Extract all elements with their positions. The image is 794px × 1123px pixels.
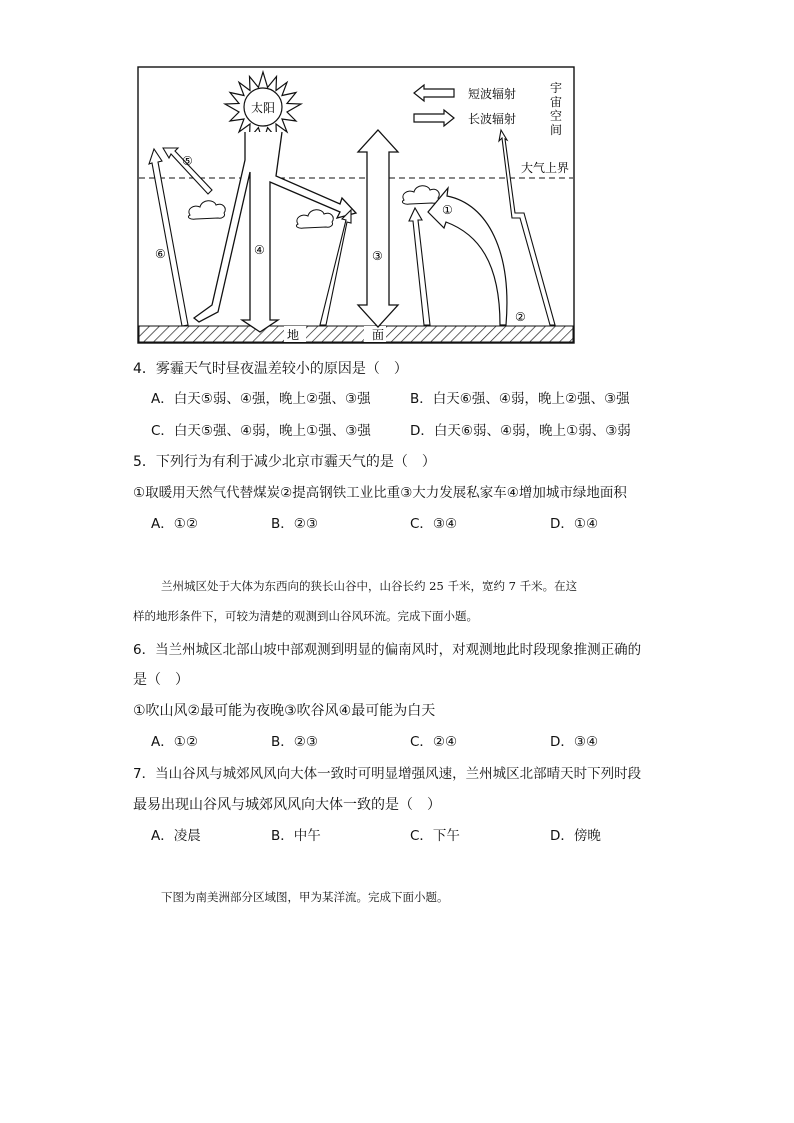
arrow-1-curved bbox=[428, 188, 507, 325]
arrow-ground-to-right-cloud bbox=[409, 208, 430, 325]
q6-option-b[interactable]: B．②③ bbox=[271, 734, 318, 750]
legend-long-wave bbox=[414, 110, 516, 126]
q7-option-a[interactable]: A．凌晨 bbox=[151, 828, 201, 844]
q5-stem: 5．下列行为有利于减少北京市霾天气的是（ ） bbox=[133, 454, 436, 470]
ground-hatch bbox=[139, 326, 573, 342]
passage-south-america: 下图为南美洲部分区域图，甲为某洋流。完成下面小题。 bbox=[161, 890, 449, 904]
sun-label: 太阳 bbox=[251, 101, 276, 115]
space-label-1: 宇 bbox=[550, 81, 563, 95]
q7-option-d[interactable]: D．傍晚 bbox=[550, 828, 601, 844]
cloud-middle-icon bbox=[296, 210, 333, 228]
q5-items: ①取暖用天然气代替煤炭②提高钢铁工业比重③大力发展私家车④增加城市绿地面积 bbox=[133, 485, 627, 501]
q6-option-a[interactable]: A．①② bbox=[151, 734, 198, 750]
arrow-3-double bbox=[358, 130, 398, 327]
q4-option-a[interactable]: A．白天⑤弱、④强，晚上②强、③强 bbox=[151, 391, 371, 407]
ground-label-right: 面 bbox=[372, 328, 385, 342]
q5-option-a[interactable]: A．①② bbox=[151, 516, 198, 532]
marker-2: ② bbox=[515, 310, 526, 324]
marker-4: ④ bbox=[254, 243, 265, 257]
q6-stem-line2: 是（ ） bbox=[133, 672, 189, 688]
cloud-left-icon bbox=[188, 201, 225, 219]
radiation-diagram bbox=[0, 0, 794, 360]
space-label-3: 空 bbox=[550, 109, 563, 123]
marker-5: ⑤ bbox=[182, 154, 193, 168]
cloud-right-icon bbox=[402, 186, 439, 204]
space-label-4: 间 bbox=[550, 123, 563, 137]
marker-6: ⑥ bbox=[155, 247, 166, 261]
ground-label-left: 地 bbox=[287, 328, 300, 342]
arrow-6-ground-radiation bbox=[149, 149, 188, 326]
solar-radiation-trunk bbox=[194, 132, 356, 332]
legend-short-wave bbox=[414, 85, 516, 101]
marker-3: ③ bbox=[372, 249, 383, 263]
legend-long-label: 长波辐射 bbox=[468, 112, 517, 126]
q6-option-d[interactable]: D．③④ bbox=[550, 734, 599, 750]
q7-option-b[interactable]: B．中午 bbox=[271, 828, 321, 844]
sun-icon bbox=[225, 72, 301, 142]
space-label-2: 宙 bbox=[550, 95, 563, 109]
legend-short-label: 短波辐射 bbox=[468, 87, 517, 101]
q7-stem-line2: 最易出现山谷风与城郊风风向大体一致的是（ ） bbox=[133, 797, 441, 813]
marker-1: ① bbox=[442, 203, 453, 217]
q5-option-d[interactable]: D．①④ bbox=[550, 516, 599, 532]
passage-lanzhou-line1: 兰州城区处于大体为东西向的狭长山谷中，山谷长约 25 千米，宽约 7 千米。在这 bbox=[161, 579, 578, 593]
q4-stem: 4．雾霾天气时昼夜温差较小的原因是（ ） bbox=[133, 361, 408, 377]
q4-option-c[interactable]: C．白天⑤强、④弱，晚上①强、③强 bbox=[151, 423, 371, 439]
passage-lanzhou-line2: 样的地形条件下，可较为清楚的观测到山谷风环流。完成下面小题。 bbox=[133, 609, 478, 623]
q7-stem-line1: 7．当山谷风与城郊风风向大体一致时可明显增强风速，兰州城区北部晴天时下列时段 bbox=[133, 766, 642, 782]
q5-option-b[interactable]: B．②③ bbox=[271, 516, 318, 532]
q6-option-c[interactable]: C．②④ bbox=[410, 734, 458, 750]
q5-option-c[interactable]: C．③④ bbox=[410, 516, 458, 532]
q6-items: ①吹山风②最可能为夜晚③吹谷风④最可能为白天 bbox=[133, 703, 436, 719]
q4-option-d[interactable]: D．白天⑥弱、④弱，晚上①弱、③弱 bbox=[410, 423, 631, 439]
q7-option-c[interactable]: C．下午 bbox=[410, 828, 460, 844]
atmosphere-top-label: 大气上界 bbox=[521, 161, 570, 175]
q4-option-b[interactable]: B．白天⑥强、④弱，晚上②强、③强 bbox=[410, 391, 630, 407]
q6-stem-line1: 6．当兰州城区北部山坡中部观测到明显的偏南风时，对观测地此时段现象推测正确的 bbox=[133, 642, 642, 658]
